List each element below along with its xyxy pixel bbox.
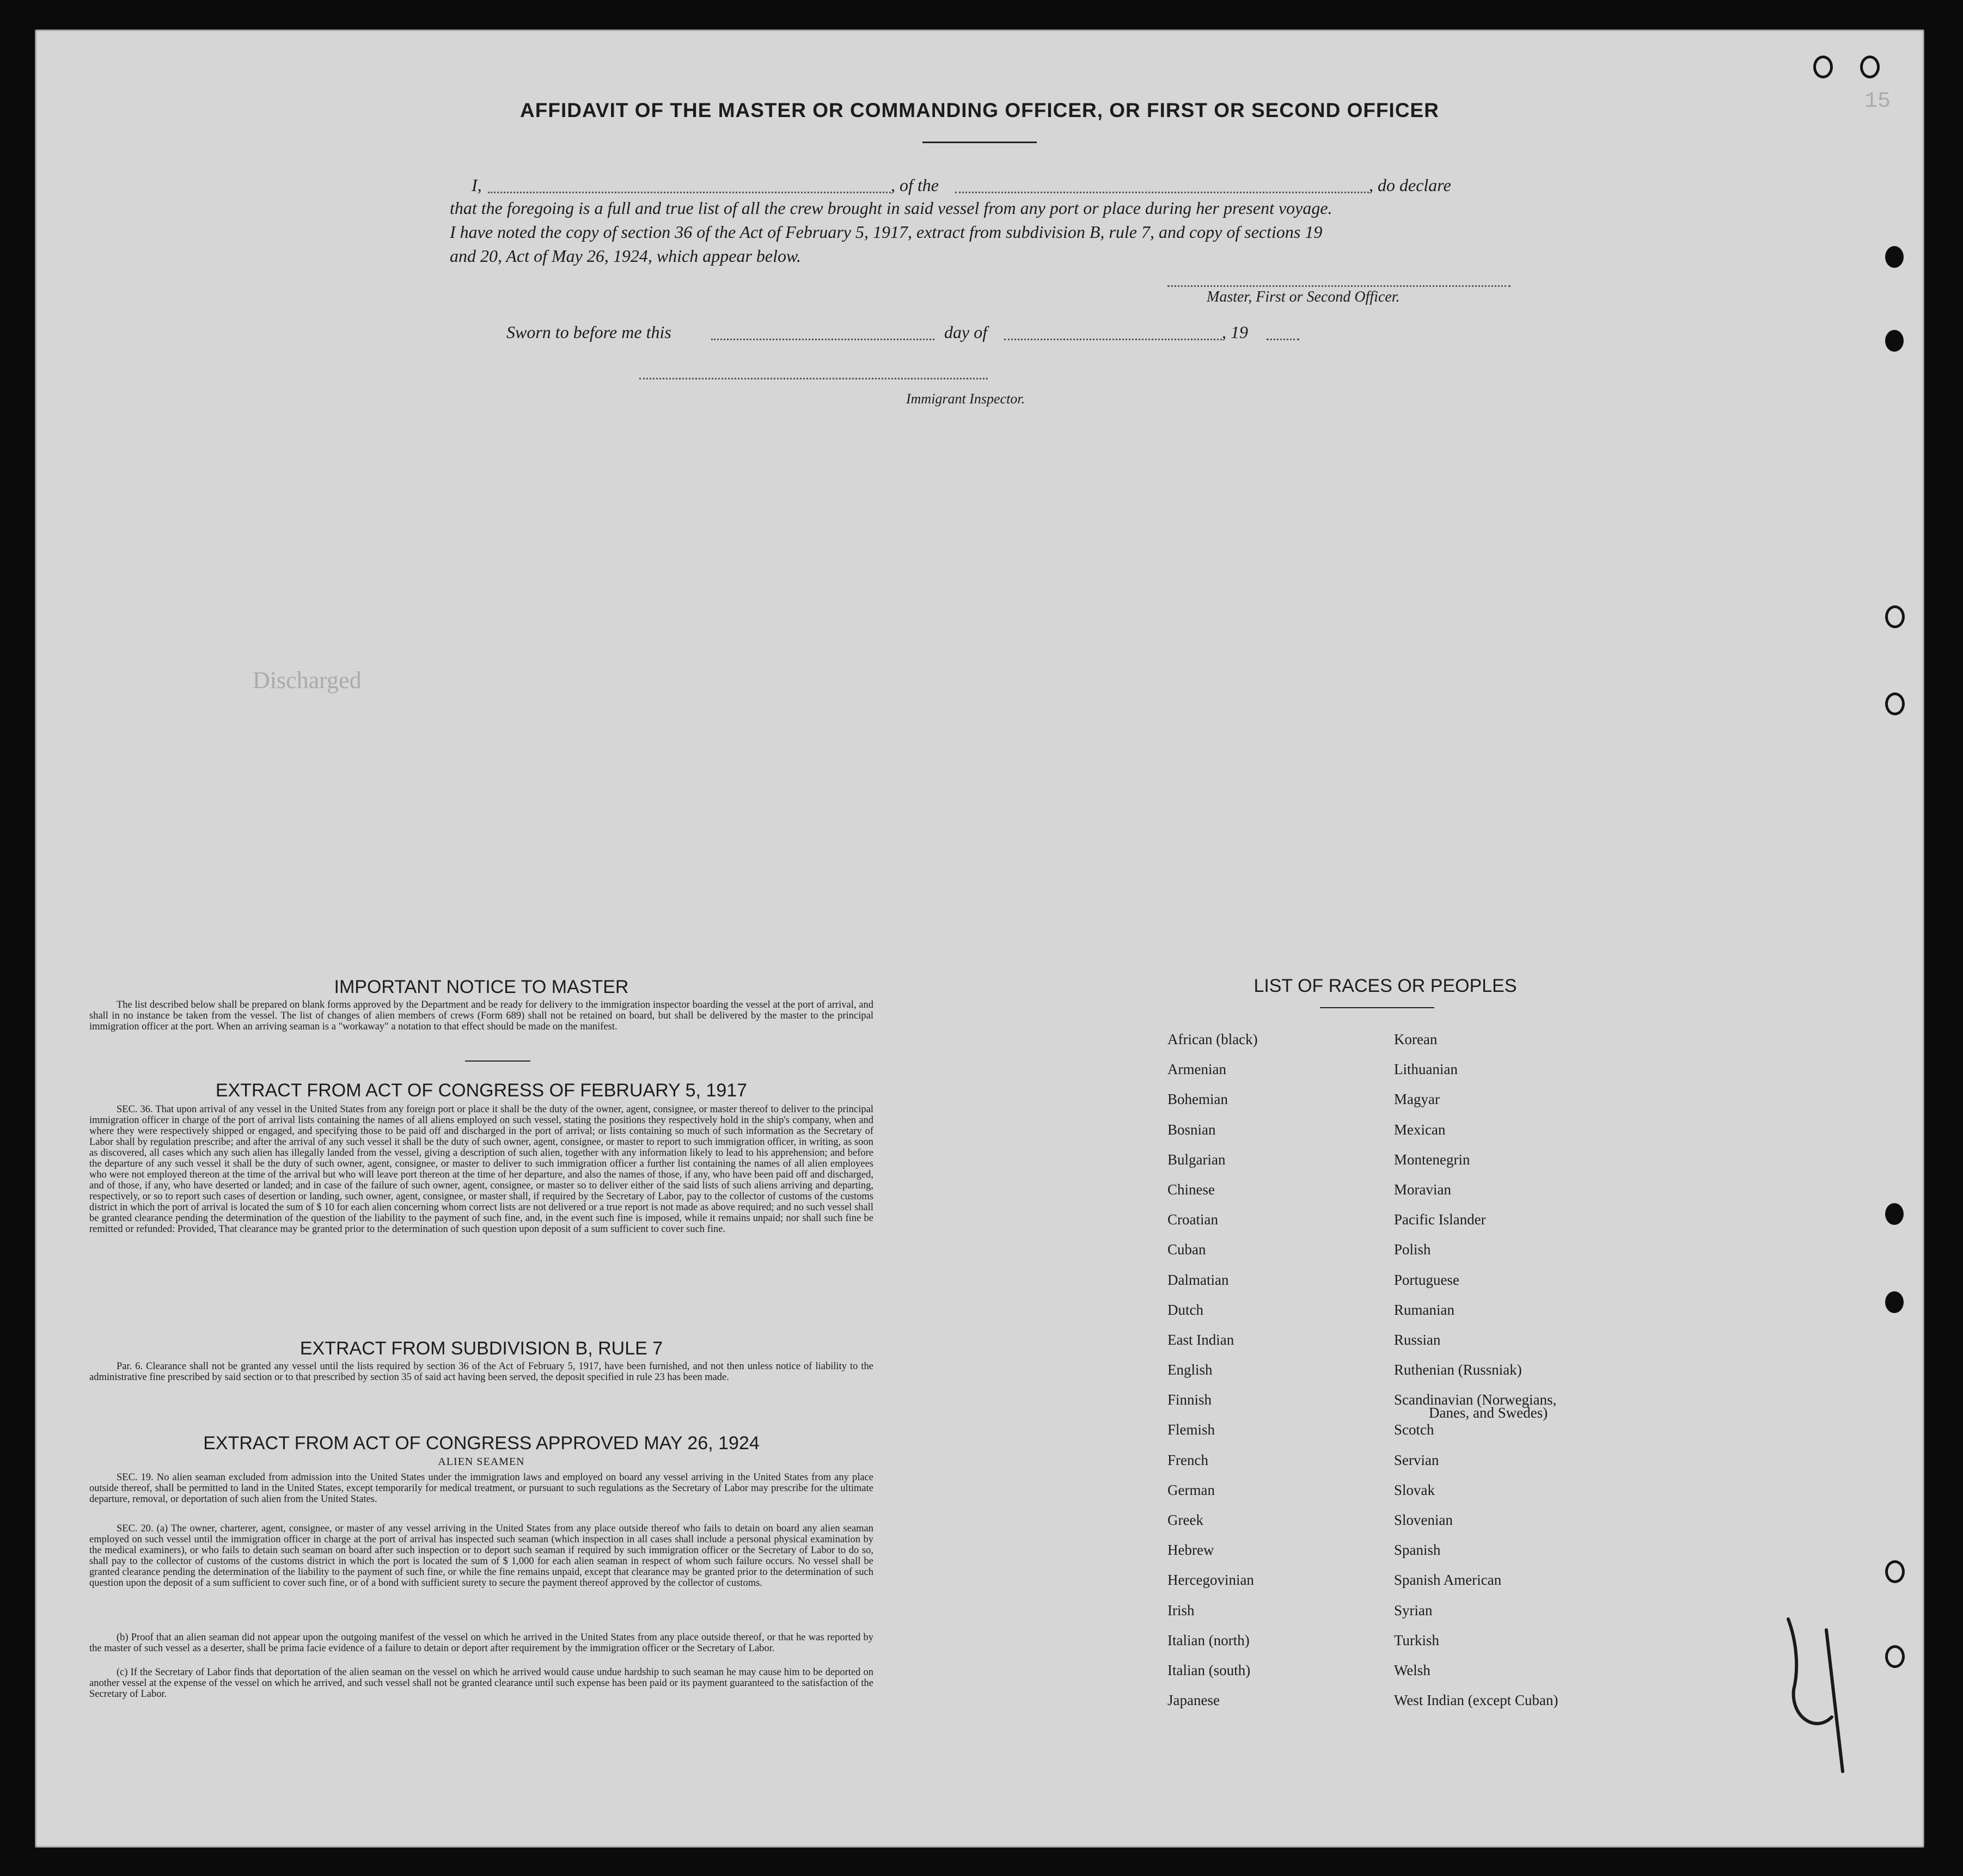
race-item: Chinese <box>1167 1181 1215 1198</box>
sworn-day-field[interactable] <box>711 339 934 340</box>
binder-hole <box>1885 246 1904 268</box>
notice-title: IMPORTANT NOTICE TO MASTER <box>334 977 629 997</box>
race-item: Dalmatian <box>1167 1271 1229 1288</box>
race-item: Turkish <box>1394 1632 1440 1648</box>
race-item: Rumanian <box>1394 1301 1454 1318</box>
race-item: Montenegrin <box>1394 1151 1470 1168</box>
sec20c-body: (c) If the Secretary of Labor finds that deportation of the alien seaman on the vessel on which he arrived would cause undue hardship to such seaman he may cause him to be deported on another vessel at the expense of the vessel on which he arrived, and such vessel shall not be granted clearance until such expense has been paid or its payment guaranteed to the satisfaction of the Secretary of Labor. <box>89 1667 873 1700</box>
binder-hole <box>1885 330 1904 352</box>
inspector-signature-field[interactable] <box>639 378 988 379</box>
race-item: Spanish <box>1394 1542 1441 1559</box>
notice-body: The list described below shall be prepared on blank forms approved by the Department and be ready for delivery to the immigration inspector boarding the vessel at the port of arrival, and shall in no instance be taken from the vessel. The list of changes of alien members of crews (Form 689) shall not be retained on board, but shall be delivered by the master to the principal immigration officer at the port. When an arriving seaman is a "workaway" a notation to that effect should be made on the manifest. <box>89 1000 873 1032</box>
race-item: Cuban <box>1167 1241 1206 1258</box>
divider <box>465 1060 530 1062</box>
sec19-body: SEC. 19. No alien seaman excluded from admission into the United States under the immigration laws and employed on board any vessel arriving in the United States from any place outside thereof, shall be permitted to land in the United States, except temporarily for medical treatment, or pursuant to such regulations as the Secretary of Labor may prescribe for the ultimate departure, removal, or deportation of such alien from the United States. <box>89 1472 873 1505</box>
affidavit-title: AFFIDAVIT OF THE MASTER OR COMMANDING OFFICER, OR FIRST OR SECOND OFFICER <box>520 99 1439 121</box>
binder-hole <box>1885 1203 1904 1225</box>
races-column-1 <box>1167 1031 1258 1722</box>
race-item: Irish <box>1167 1602 1195 1618</box>
master-signature-field[interactable] <box>1167 285 1511 287</box>
race-item: Bohemian <box>1167 1091 1228 1108</box>
race-item: Welsh <box>1394 1662 1430 1678</box>
rule7-body: Par. 6. Clearance shall not be granted any vessel until the lists required by section 36 of the Act of February 5, 1917, have been furnished, and not then unless notice of liability to the administrative fine prescribed by said section or to that prescribed by section 35 of said act having been served, the deposit specified in rule 23 has been made. <box>89 1361 873 1383</box>
sworn-month-field[interactable] <box>1004 339 1222 340</box>
sec20a-body: SEC. 20. (a) The owner, charterer, agent, consignee, or master of any vessel arriving in the United States from any place outside thereof who fails to detain on board any alien seaman employed on such vessel until the immigration officer in charge at the port of arrival has inspected such seaman (which inspection in all cases shall include a personal physical examination by the medical examiners), or who fails to detain such seaman on board after such inspection or to deport such seaman if required by such immigration officer or the Secretary of Labor to do so, shall pay to the collector of customs of the customs district in which the port is located the sum of $ 1,000 for each alien seaman in respect of whom such failure occurs. No vessel shall be granted clearance pending the determination of the liability to the payment of such fine, or while the fine remains unpaid, except that clearance may be granted prior to the determination of such question upon the deposit of a sum sufficient to cover such fine, or of a bond with sufficient surety to secure the payment thereof approved by the collector of customs. <box>89 1523 873 1589</box>
race-item: Magyar <box>1394 1091 1440 1108</box>
race-item: Hebrew <box>1167 1542 1214 1559</box>
race-item: East Indian <box>1167 1331 1234 1348</box>
name-field[interactable] <box>488 192 891 193</box>
affidavit-line2: that the foregoing is a full and true list of all the crew brought in said vessel from any port or place during her present voyage. <box>450 198 1332 218</box>
race-item: Flemish <box>1167 1421 1215 1438</box>
race-item: Japanese <box>1167 1692 1220 1709</box>
ghost-page-number: 15 <box>1864 89 1891 114</box>
race-item: Finnish <box>1167 1391 1212 1408</box>
year-field[interactable] <box>1267 339 1299 340</box>
sworn-text: Sworn to before me this <box>506 322 671 342</box>
binder-hole <box>1813 56 1833 78</box>
binder-hole <box>1885 605 1905 628</box>
race-item: Italian (north) <box>1167 1632 1250 1648</box>
race-item: Italian (south) <box>1167 1662 1251 1678</box>
extract-1917-title: EXTRACT FROM ACT OF CONGRESS OF FEBRUARY 5, 1917 <box>215 1080 748 1101</box>
race-continuation-wrap <box>1429 1405 1548 1421</box>
day-of-text: day of <box>944 322 988 342</box>
race-item: West Indian (except Cuban) <box>1394 1692 1558 1709</box>
race-item: Hercegovinian <box>1167 1572 1254 1589</box>
alien-seamen-subtitle: ALIEN SEAMEN <box>438 1456 525 1468</box>
race-item: Bosnian <box>1167 1121 1216 1138</box>
race-item: African (black) <box>1167 1031 1258 1047</box>
affidavit-i: I, <box>472 175 482 195</box>
affidavit-line3: I have noted the copy of section 36 of the Act of February 5, 1917, extract from subdivision B, rule 7, and copy of sections 19 <box>450 222 1323 242</box>
ghost-discharged: Discharged <box>253 667 362 694</box>
year-text: , 19 <box>1222 322 1248 342</box>
race-item: English <box>1167 1362 1213 1378</box>
affidavit-line4: and 20, Act of May 26, 1924, which appear below. <box>450 246 801 266</box>
races-title: LIST OF RACES OR PEOPLES <box>1253 976 1517 996</box>
race-item: Ruthenian (Russniak) <box>1394 1362 1522 1378</box>
race-item: Syrian <box>1394 1602 1433 1618</box>
handwritten-mark <box>1766 1608 1854 1782</box>
extract-1917-body: SEC. 36. That upon arrival of any vessel in the United States from any foreign port or place it shall be the duty of the owner, agent, consignee, or master thereof to deliver to the principal immigration officer in charge of the port of arrival lists containing the names of all aliens employed on such vessel, stating the positions they respectively hold in the ship's company, when and where they were respectively shipped or engaged, and specifying those to be paid off and discharged in the port of arrival; or lists containing so much of such information as the Secretary of Labor shall by regulation prescribe; and after the arrival of any such vessel it shall be the duty of such owner, agent, consignee, or master to report to such immigration officer, in writing, as soon as discovered, all cases which any such alien has illegally landed from the vessel, giving a description of such alien, together with any information likely to lead to his apprehension; and before the departure of any such vessel it shall be the duty of such owner, agent, consignee, or master to deliver to such immigration officer a further list containing the names of all alien employees who were not employed thereon at the time of the arrival but who will leave port thereon at the time of her departure, and also the names of those, if any, who have been paid off and discharged, and of those, if any, who have deserted or landed; and in case of the failure of such owner, agent, consignee, or master so to deliver either of the said lists of such aliens arriving and departing, respectively, or so to report such cases of desertion or landing, such owner, agent, consignee, or master shall, if required by the Secretary of Labor, pay to the collector of customs of the customs district in which the port of arrival is located the sum of $ 10 for each alien concerning whom correct lists are not delivered or a true report is not made as above required; and no such vessel shall be granted clearance pending the determination of the question of the liability to the payment of such fine, and, in the event such fine is imposed, while it remains unpaid; nor shall such fine be remitted or refunded: Provided, That clearance may be granted prior to the determination of such question upon deposit of a sum sufficient to cover such fine. <box>89 1104 873 1235</box>
race-item: German <box>1167 1481 1215 1498</box>
races-column-2 <box>1394 1031 1558 1722</box>
vessel-field[interactable] <box>955 192 1369 193</box>
race-item: Polish <box>1394 1241 1431 1258</box>
binder-hole <box>1885 1291 1904 1313</box>
race-item: Greek <box>1167 1512 1203 1528</box>
race-item-continuation: Danes, and Swedes) <box>1429 1405 1548 1421</box>
affidavit-of-the: , of the <box>891 175 939 195</box>
race-item: French <box>1167 1451 1208 1468</box>
binder-hole <box>1885 1560 1905 1583</box>
race-item: Spanish American <box>1394 1572 1502 1589</box>
binder-hole <box>1860 56 1880 78</box>
race-item: Servian <box>1394 1451 1439 1468</box>
race-item: Lithuanian <box>1394 1061 1458 1078</box>
race-item: Bulgarian <box>1167 1151 1226 1168</box>
race-item: Korean <box>1394 1031 1438 1047</box>
master-caption: Master, First or Second Officer. <box>1207 289 1400 305</box>
race-item: Mexican <box>1394 1121 1446 1138</box>
race-item: Scotch <box>1394 1421 1434 1438</box>
race-item: Armenian <box>1167 1061 1226 1078</box>
race-item: Pacific Islander <box>1394 1211 1486 1228</box>
affidavit-declare: , do declare <box>1369 175 1451 195</box>
extract-1924-title: EXTRACT FROM ACT OF CONGRESS APPROVED MAY 26, 1924 <box>203 1433 760 1454</box>
races-rule <box>1320 1007 1434 1008</box>
race-item: Croatian <box>1167 1211 1218 1228</box>
race-item: Dutch <box>1167 1301 1203 1318</box>
race-item: Moravian <box>1394 1181 1451 1198</box>
race-item: Slovenian <box>1394 1512 1453 1528</box>
sec20b-body: (b) Proof that an alien seaman did not appear upon the outgoing manifest of the vessel on which he arrived in the United States from any place outside thereof, or that he was reported by the master of such vessel as a deserter, shall be prima facie evidence of a failure to detain or deport after requirement by the immigration officer or the Secretary of Labor. <box>89 1632 873 1654</box>
race-item: Slovak <box>1394 1481 1435 1498</box>
binder-hole <box>1885 692 1905 715</box>
inspector-caption: Immigrant Inspector. <box>906 391 1025 407</box>
race-item: Russian <box>1394 1331 1441 1348</box>
race-item: Scandinavian (Norwegians, Danes, and Swedes) <box>1394 1391 1557 1421</box>
race-item: Portuguese <box>1394 1271 1459 1288</box>
document-page <box>35 29 1924 1848</box>
title-rule <box>922 142 1037 143</box>
rule7-title: EXTRACT FROM SUBDIVISION B, RULE 7 <box>299 1338 663 1359</box>
binder-hole <box>1885 1645 1905 1668</box>
